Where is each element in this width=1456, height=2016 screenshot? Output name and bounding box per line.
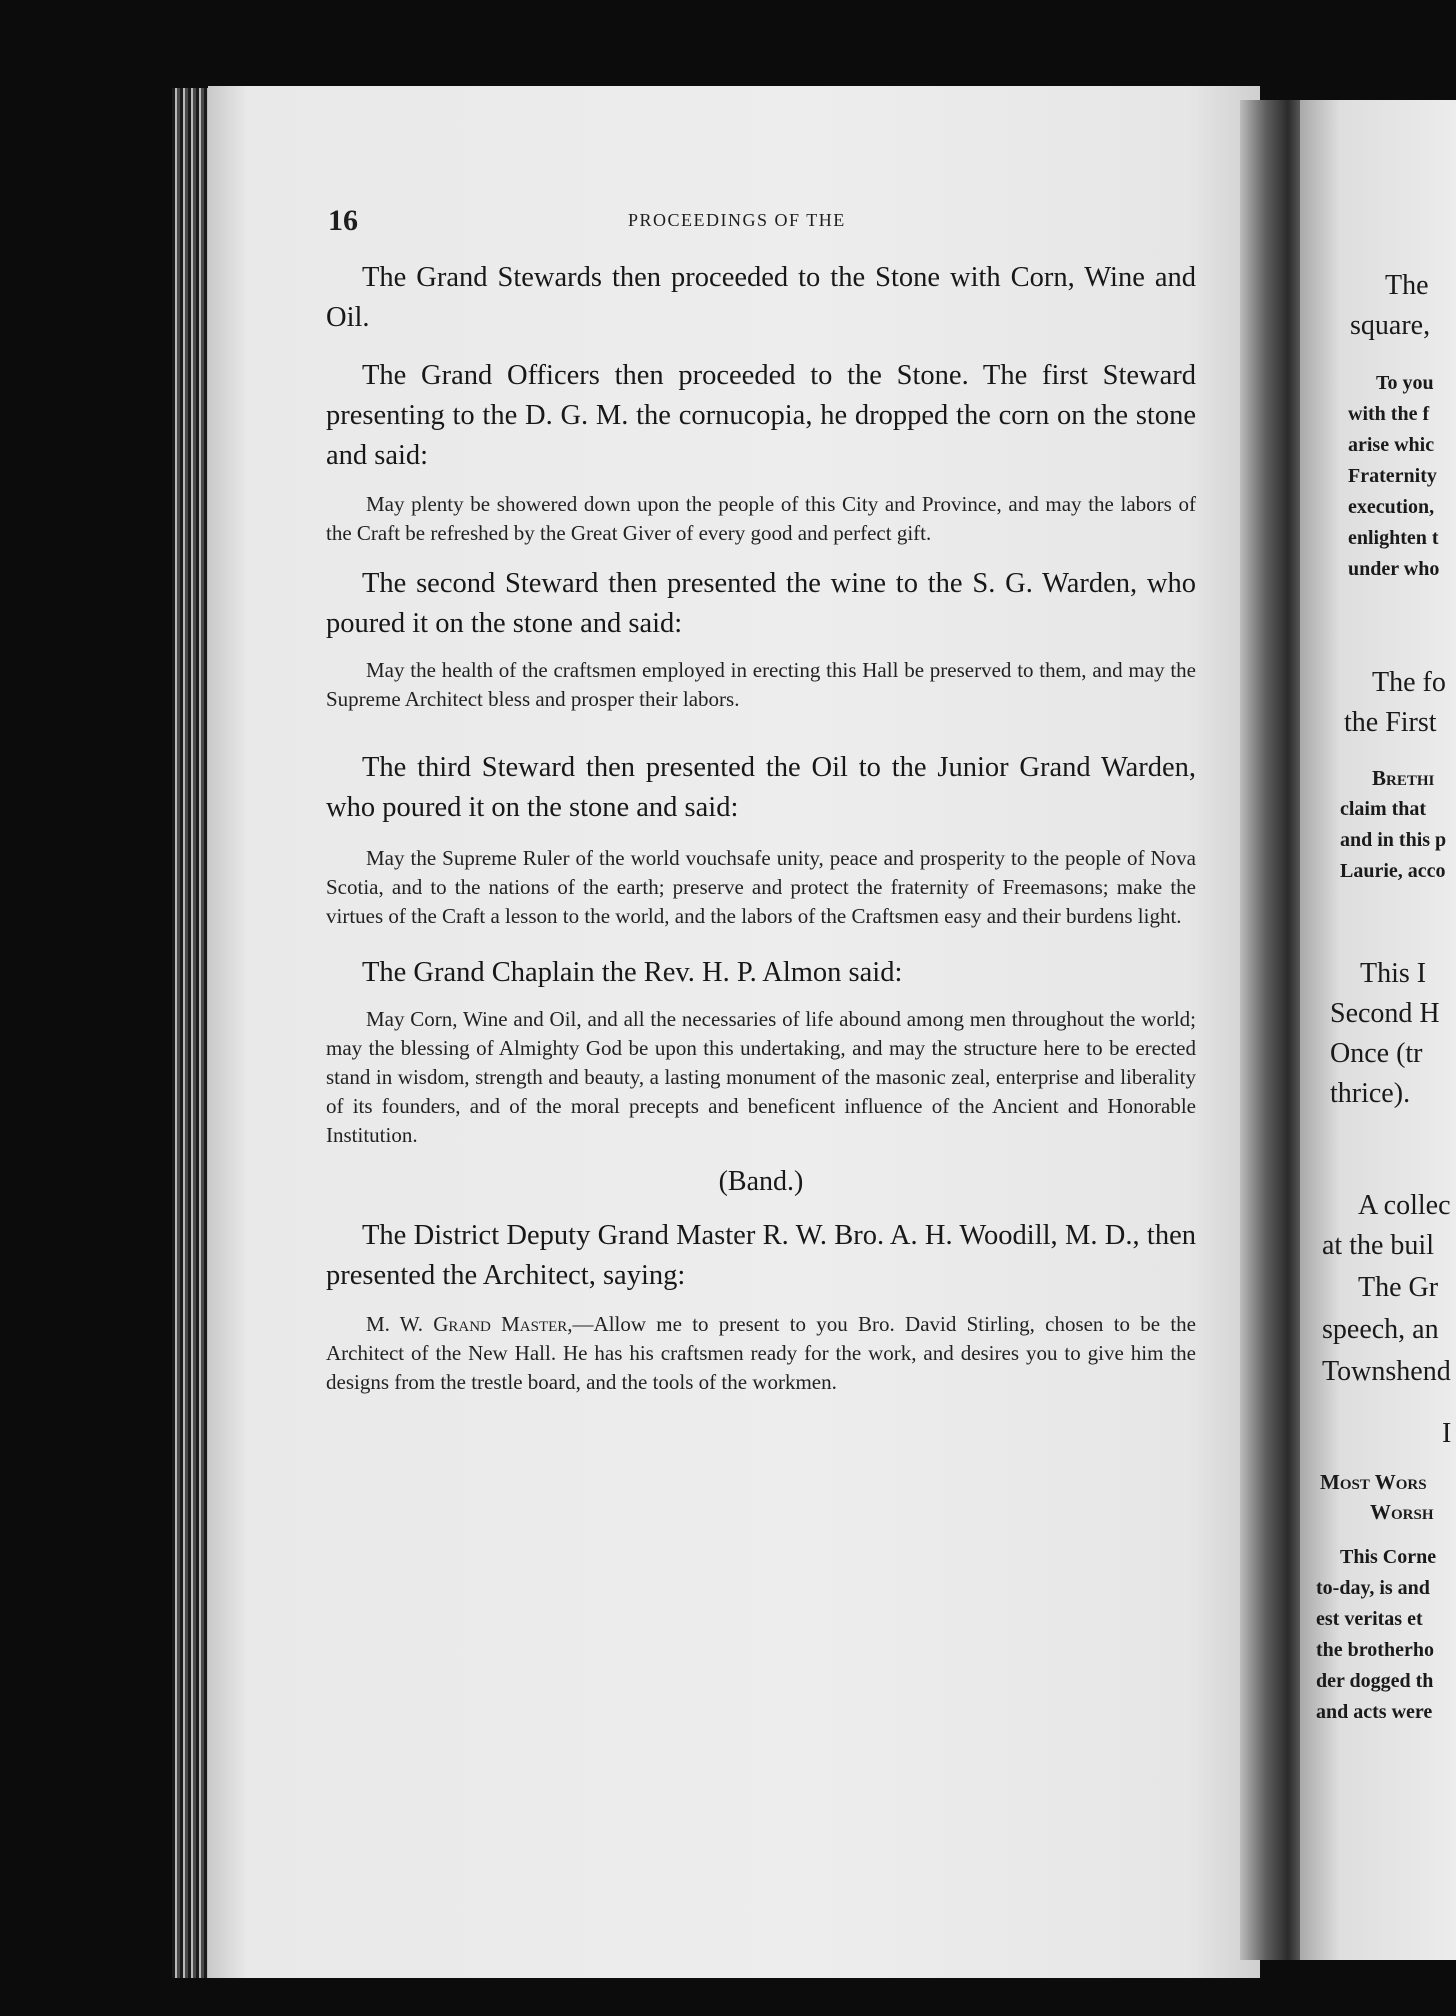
right-line: der dogged th [1316, 1670, 1434, 1692]
right-line: Second H [1330, 998, 1440, 1029]
right-line: Laurie, acco [1340, 860, 1446, 882]
quotation: May Corn, Wine and Oil, and all the necessaries of life abound among men throughout the world; may the blessing of Almighty God be upon this undertaking, and may the structure here to be erected stand in wisdom, strength and beauty, a lasting monument of the masonic zeal, enterprise and liberality of its founders, and of the moral precepts and beneficent influence of the Ancient and Honorable Institution. [326, 1007, 1196, 1147]
right-line: Brethi [1372, 766, 1435, 790]
band-note: (Band.) [718, 1166, 804, 1197]
right-line: to-day, is and [1316, 1577, 1430, 1599]
right-page [1300, 100, 1456, 1960]
paragraph: The District Deputy Grand Master R. W. Bro. A. H. Woodill, M. D., then presented the Architect, saying: [326, 1220, 1196, 1291]
right-line: The [1385, 270, 1429, 301]
right-line: square, [1350, 310, 1431, 341]
right-line: To you [1376, 372, 1434, 394]
address-lead: M. W. Grand Master, [366, 1312, 573, 1336]
quotation: May the Supreme Ruler of the world vouchsafe unity, peace and prosperity to the people of Nova Scotia, and to the nations of the earth; preserve and protect the fraternity of Freemasons; make the virtues of the Craft a lesson to the world, and the labors of the Craftsmen easy and their burdens light. [326, 846, 1196, 928]
paragraph: The third Steward then presented the Oil to the Junior Grand Warden, who poured it on the stone and said: [326, 752, 1196, 823]
quotation [326, 1310, 1196, 1397]
book-binding [172, 88, 212, 1978]
page-number: 16 [328, 204, 358, 237]
paragraph: The Grand Chaplain the Rev. H. P. Almon said: [362, 957, 903, 988]
running-head: PROCEEDINGS OF THE [628, 210, 846, 230]
paragraph: The second Steward then presented the wine to the S. G. Warden, who poured it on the stone and said: [326, 568, 1196, 639]
right-line: Fraternity [1348, 465, 1437, 487]
right-line: This Corne [1340, 1546, 1437, 1568]
right-line: arise whic [1348, 434, 1435, 456]
right-line: and acts were [1316, 1701, 1433, 1723]
right-line: at the buil [1322, 1230, 1434, 1261]
right-line: A collec [1358, 1190, 1451, 1221]
right-line: Worsh [1370, 1500, 1434, 1524]
paragraph: The Grand Stewards then proceeded to the Stone with Corn, Wine and Oil. [326, 262, 1196, 333]
right-line: Townshend [1322, 1356, 1451, 1387]
right-line: and in this p [1340, 829, 1447, 851]
address-text: —Allow me to present to you Bro. David Stirling, chosen to be the Architect of the New Hall. He has his craftsmen ready for the work, and desires you to give him the designs from the trestle board, and the tools of the workmen. [326, 1312, 1197, 1394]
right-line: The Gr [1358, 1272, 1439, 1303]
quotation: May plenty be showered down upon the people of this City and Province, and may the labors of the Craft be refreshed by the Great Giver of every good and perfect gift. [326, 492, 1196, 545]
right-line: claim that [1340, 798, 1427, 820]
right-line: Most Wors [1320, 1470, 1427, 1494]
right-line: with the f [1348, 403, 1430, 425]
right-line: the brotherho [1316, 1639, 1434, 1661]
right-line: est veritas et [1316, 1608, 1423, 1630]
paragraph: The Grand Officers then proceeded to the Stone. The first Steward presenting to the D. G. M. the cornucopia, he dropped the corn on the stone and said: [326, 360, 1196, 471]
right-line: The fo [1372, 667, 1446, 698]
right-line: speech, an [1322, 1314, 1439, 1345]
right-line: enlighten t [1348, 527, 1439, 549]
quotation: May the health of the craftsmen employed in erecting this Hall be preserved to them, and may the Supreme Architect bless and prosper their labors. [326, 658, 1196, 711]
right-line: under who [1348, 558, 1440, 580]
right-line: This I [1360, 958, 1427, 989]
right-line: the First [1344, 707, 1437, 738]
page-body [326, 258, 1196, 1397]
page-header [328, 204, 1178, 236]
right-line: Once (tr [1330, 1038, 1423, 1069]
right-line: thrice). [1330, 1078, 1411, 1109]
right-line: execution, [1348, 496, 1435, 518]
right-line: I [1442, 1418, 1452, 1449]
